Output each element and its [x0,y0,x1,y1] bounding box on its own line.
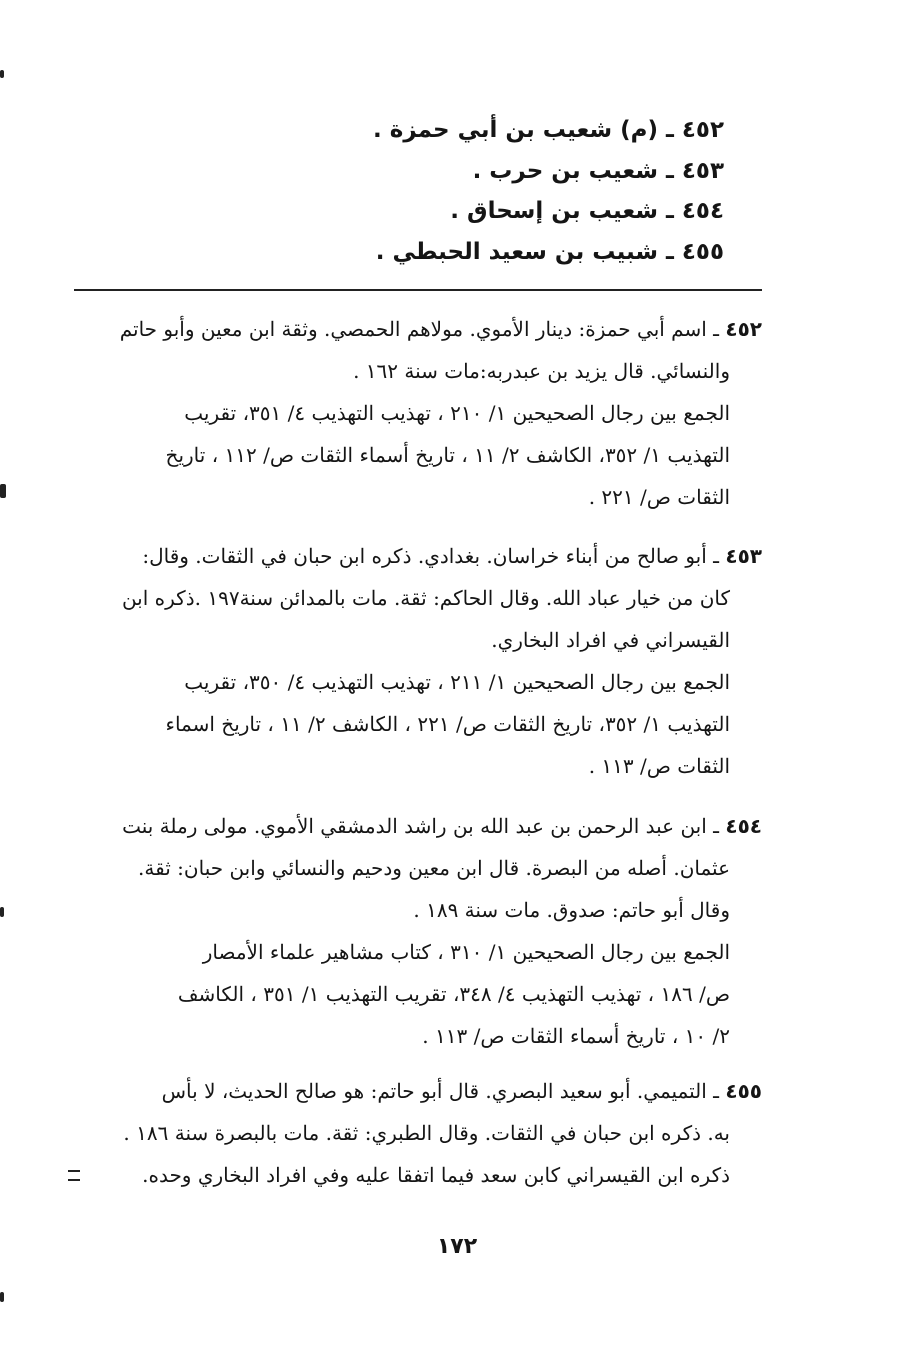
footnote-line: الجمع بين رجال الصحيحين ١/ ٣١٠ ، كتاب مشاهير علماء الأمصار [202,940,730,964]
footnote-453 [72,535,762,787]
footnote-text: ـ التميمي. أبو سعيد البصري. قال أبو حاتم: هو صالح الحديث، لا بأس [161,1079,720,1103]
footnote-line: ٢/ ١٠ ، تاريخ أسماء الثقات ص/ ١١٣ . [422,1024,730,1048]
footnote-line: وقال أبو حاتم: صدوق. مات سنة ١٨٩ . [413,898,730,922]
footnote-number: ٤٥٥ [725,1079,762,1103]
footnote-line: ص/ ١٨٦ ، تهذيب التهذيب ٤/ ٣٤٨، تقريب التهذيب ١/ ٣٥١ ، الكاشف [177,982,730,1006]
scan-edge-mark [0,70,4,78]
footnote-line [72,1070,762,1112]
footnote-text: ـ أبو صالح من أبناء خراسان. بغدادي. ذكره ابن حبان في الثقات. وقال: [142,544,720,568]
heading-452: ٤٥٢ ـ (م) شعيب بن أبي حمزة . [373,117,724,143]
footnote-454 [72,805,762,1057]
footnote-line: كان من خيار عباد الله. وقال الحاكم: ثقة. مات بالمدائن سنة١٩٧ .ذكره ابن [121,586,730,610]
scan-edge-mark [0,907,4,917]
page-number: ١٧٢ [436,1234,478,1259]
footnote-line: القيسراني في افراد البخاري. [491,628,730,652]
footnote-line: الثقات ص/ ٢٢١ . [588,485,730,509]
footnote-line: الجمع بين رجال الصحيحين ١/ ٢١٠ ، تهذيب التهذيب ٤/ ٣٥١، تقريب [184,401,730,425]
footnote-text: ـ اسم أبي حمزة: دينار الأموي. مولاهم الحمصي. وثقة ابن معين وأبو حاتم [119,317,720,341]
footnote-452 [72,308,762,518]
footnote-divider [74,289,762,291]
footnote-line [72,805,762,847]
footnote-line: به. ذكره ابن حبان في الثقات. وقال الطبري: ثقة. مات بالبصرة سنة ١٨٦ . [123,1121,730,1145]
footnote-line: التهذيب ١/ ٣٥٢، تاريخ الثقات ص/ ٢٢١ ، الكاشف ٢/ ١١ ، تاريخ اسماء [165,712,730,736]
footnote-number: ٤٥٢ [725,317,762,341]
scan-edge-mark [0,1292,4,1302]
heading-453: ٤٥٣ ـ شعيب بن حرب . [472,157,724,184]
footnote-line [72,535,762,577]
footnote-number: ٤٥٤ [725,814,762,838]
footnote-line: الثقات ص/ ١١٣ . [588,754,730,778]
entry-headings [224,110,724,272]
scan-edge-mark [0,484,6,498]
end-of-section-mark [68,1170,80,1181]
footnote-455 [72,1070,762,1196]
footnote-line: ذكره ابن القيسراني كابن سعد فيما اتفقا عليه وفي افراد البخاري وحده. [142,1163,730,1187]
heading-455: ٤٥٥ ـ شبيب بن سعيد الحبطي . [375,238,724,265]
footnote-line: عثمان. أصله من البصرة. قال ابن معين ودحيم والنسائي وابن حبان: ثقة. [138,856,730,880]
footnote-line [72,308,762,350]
footnote-text: ـ ابن عبد الرحمن بن عبد الله بن راشد الدمشقي الأموي. مولى رملة بنت [122,814,720,838]
footnote-line: الجمع بين رجال الصحيحين ١/ ٢١١ ، تهذيب التهذيب ٤/ ٣٥٠، تقريب [184,670,730,694]
footnote-line: التهذيب ١/ ٣٥٢، الكاشف ٢/ ١١ ، تاريخ أسماء الثقات ص/ ١١٢ ، تاريخ [165,443,730,467]
footnote-line: والنسائي. قال يزيد بن عبدربه:مات سنة ١٦٢ . [353,359,730,383]
footnote-number: ٤٥٣ [725,544,762,568]
heading-454: ٤٥٤ ـ شعيب بن إسحاق . [450,198,724,224]
